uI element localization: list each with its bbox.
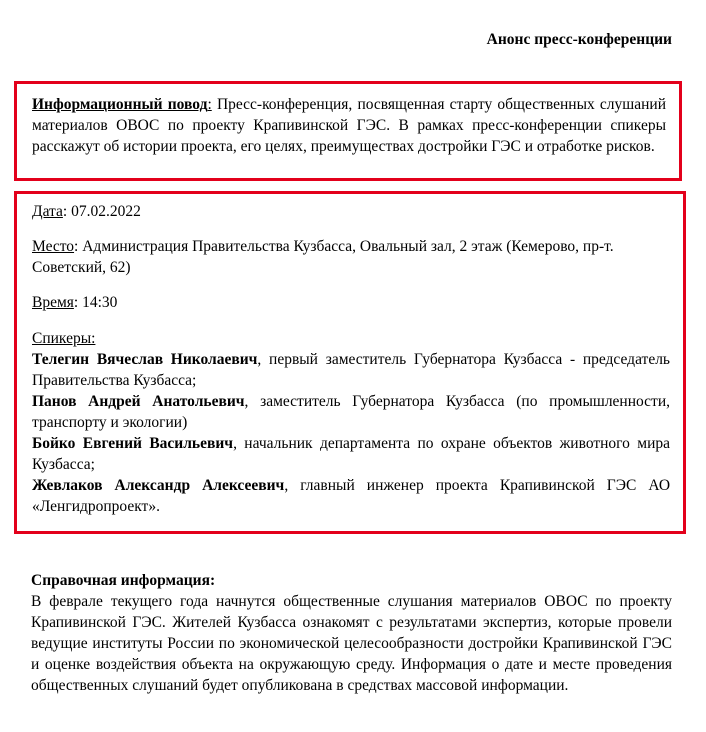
- speaker-name: Телегин Вячеслав Николаевич: [32, 351, 258, 368]
- time-value: 14:30: [82, 294, 118, 311]
- place-line: Место: Администрация Правительства Кузбасса, Овальный зал, 2 этаж (Кемерово, пр-т. Советский, 62): [32, 238, 614, 276]
- speaker-role: , заместитель Губернатора Кузбасса (по промышленности, транспорту и экологии): [32, 393, 670, 431]
- speaker-item: [32, 475, 670, 517]
- speaker-name: Жевлаков Александр Алексеевич: [32, 477, 285, 494]
- occasion-paragraph: [32, 94, 666, 157]
- time-line: Время: 14:30: [32, 294, 118, 311]
- document-title: Анонс пресс-конференции: [486, 31, 672, 48]
- reference-section: [31, 570, 672, 696]
- occasion-colon: :: [207, 96, 212, 113]
- date-value: 07.02.2022: [71, 203, 141, 220]
- speaker-role: , первый заместитель Губернатора Кузбасса - председатель Правительства Кузбасса;: [32, 351, 671, 389]
- speakers-label: Спикеры:: [32, 330, 96, 347]
- time-label: Время: [32, 294, 74, 311]
- speaker-name: Бойко Евгений Васильевич: [32, 435, 234, 452]
- place-value: Администрация Правительства Кузбасса, Овальный зал, 2 этаж (Кемерово, пр-т. Советский, 62): [32, 238, 614, 276]
- speaker-role: , главный инженер проекта Крапивинской ГЭС АО «Ленгидропроект».: [32, 477, 671, 515]
- place-label: Место: [32, 238, 75, 255]
- occasion-text: Пресс-конференция, посвященная старту общественных слушаний материалов ОВОС по проекту Крапивинской ГЭС. В рамках пресс-конференции спикеры расскажут об истории проекта, его целях, преимуществах достройки ГЭС и отработке рисков.: [32, 96, 666, 155]
- speaker-item: [32, 433, 670, 475]
- occasion-box: [14, 81, 682, 181]
- occasion-label: Информационный повод: [32, 96, 208, 113]
- speaker-item: [32, 391, 670, 433]
- speaker-name: Панов Андрей Анатольевич: [32, 393, 245, 410]
- speaker-item: [32, 349, 670, 391]
- date-label: Дата: [32, 203, 63, 220]
- speaker-role: , начальник департамента по охране объектов животного мира Кузбасса;: [32, 435, 670, 473]
- reference-text: В феврале текущего года начнутся общественные слушания материалов ОВОС по проекту Крапивинской ГЭС. Жителей Кузбасса ознакомят с результатами экспертиз, которые провели ведущие институты России по экономической целесообразности достройки Крапивинской ГЭС и оценке воздействия объекта на окружающую среду. Информация о дате и месте проведения общественных слушаний будет опубликована в средствах массовой информации.: [31, 593, 672, 694]
- reference-heading: Справочная информация:: [31, 572, 216, 589]
- date-line: Дата: 07.02.2022: [32, 203, 141, 220]
- details-box: [14, 191, 686, 534]
